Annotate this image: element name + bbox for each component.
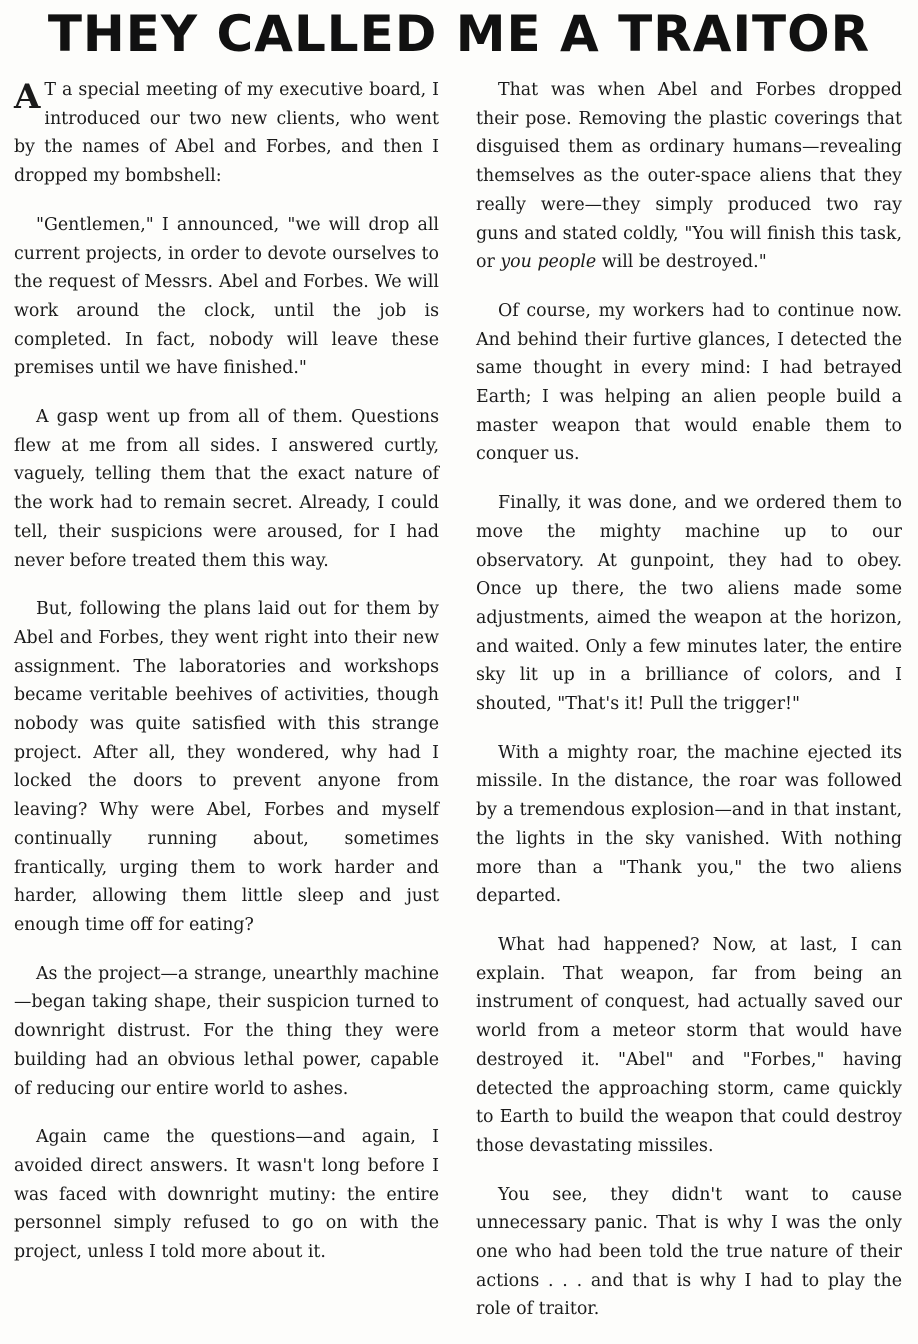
right-column <box>476 76 902 1344</box>
text-run: will be destroyed." <box>596 252 767 273</box>
emphasis-text: you people <box>500 252 597 273</box>
paragraph: As the project—a strange, unearthly machine—began taking shape, their suspicion turned to downright distrust. For the thing they were building had an obvious lethal power, capable of reducing our entire world to ashes. <box>14 963 439 1099</box>
paragraph: With a mighty roar, the machine ejected its missile. In the distance, the roar was followed by a tremendous explosion—and in that instant, the lights in the sky vanished. With nothing more than a "Thank you," the two aliens departed. <box>476 742 902 907</box>
paragraph: A gasp went up from all of them. Questions flew at me from all sides. I answered curtly, vaguely, telling them that the exact nature of the work had to remain secret. Already, I could tell, their suspicions were aroused, for I had never before treated them this way. <box>14 407 439 571</box>
paragraph: You see, they didn't want to cause unnecessary panic. That is why I was the only one who had been told the true nature of their actions . . . and that is why I had to play the role of traitor. <box>476 1184 902 1320</box>
paragraph: Finally, it was done, and we ordered them to move the mighty machine up to our observatory. At gunpoint, they had to obey. Once up there, the two aliens made some adjustments, aimed the weapon at the horizon, and waited. Only a few minutes later, the entire sky lit up in a brilliance of colors, and I shouted, "That's it! Pull the trigger!" <box>476 493 902 715</box>
page-title: THEY CALLED ME A TRAITOR <box>47 5 871 63</box>
text-run: That was when Abel and Forbes dropped their pose. Removing the plastic coverings that disguised them as ordinary humans—revealing themselves as the outer-space aliens that they really were—they simply produced two ray guns and stated coldly, "You will finish this task, or <box>476 80 902 273</box>
intro-text: T a special meeting of my executive board, I introduced our two new clients, who went by the names of Abel and Forbes, and then I dropped my bombshell: <box>14 80 439 187</box>
paragraph-intro <box>14 76 439 191</box>
drop-cap: A <box>14 77 41 117</box>
paragraph: Again came the questions—and again, I avoided direct answers. It wasn't long before I was faced with downright mutiny: the entire personnel simply refused to go on with the project, unless I told more about it. <box>14 1127 439 1263</box>
paragraph: "Gentlemen," I announced, "we will drop all current projects, in order to devote ourselves to the request of Messrs. Abel and Forbes. We will work around the clock, until the job is completed. In fact, nobody will leave these premises until we have finished." <box>14 214 439 379</box>
paragraph: Of course, my workers had to continue now. And behind their furtive glances, I detected the same thought in every mind: I had betrayed Earth; I was helping an alien people build a master weapon that would enable them to conquer us. <box>476 300 902 465</box>
paragraph-aliens-reveal <box>476 76 902 277</box>
paragraph: But, following the plans laid out for them by Abel and Forbes, they went right into their new assignment. The laboratories and workshops became veritable beehives of activities, though nobody was quite satisfied with this strange project. After all, they wondered, why had I locked the doors to prevent anyone from leaving? Why were Abel, Forbes and myself continually running about, sometimes frantically, urging them to work harder and harder, allowing them little sleep and just enough time off for eating? <box>14 599 439 935</box>
paragraph: What had happened? Now, at last, I can explain. That weapon, far from being an instrument of conquest, had actually saved our world from a meteor storm that would have destroyed it. "Abel" and "Forbes," having detected the approaching storm, came quickly to Earth to build the weapon that could destroy those devastating missiles. <box>476 934 902 1156</box>
left-column <box>14 76 439 1287</box>
